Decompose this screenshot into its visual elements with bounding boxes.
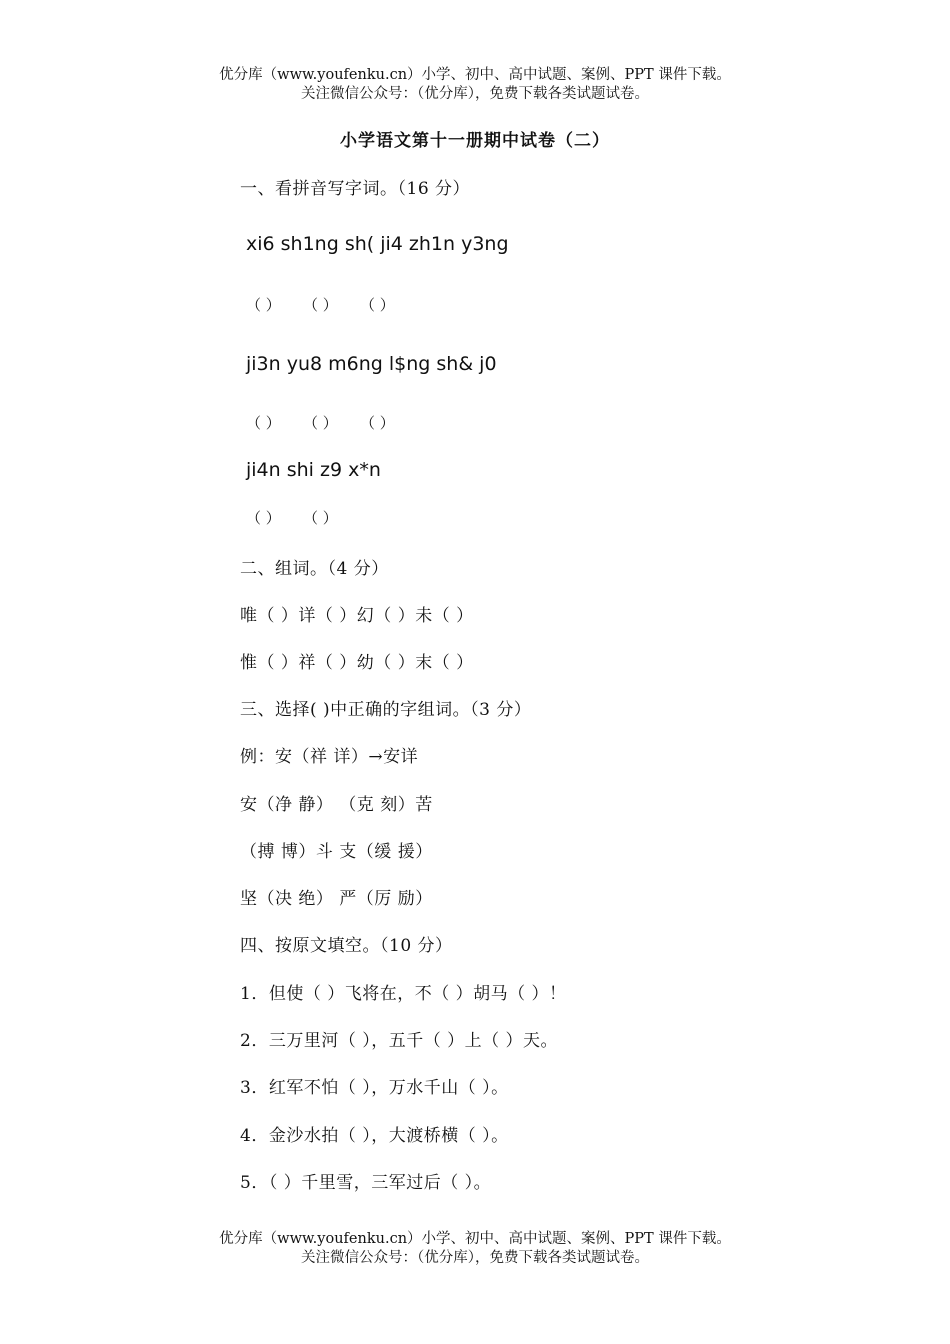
blank: （ ） [246,509,281,527]
section-2-heading: 二、组词。（4 分） [240,559,389,579]
header-line-2: 关注微信公众号：（优分库），免费下载各类试题试卷。 [301,86,649,102]
section-1-heading: 一、看拼音写字词。（16 分） [240,179,471,199]
choice-row-4: 坚（决 绝） 严（厉 励） [240,889,433,909]
blank: （ ） [303,414,338,432]
page-footer [0,1230,950,1268]
footer-line-1: 优分库（www.youfenku.cn）小学、初中、高中试题、案例、PPT 课件下载。 [219,1231,731,1247]
header-line-1: 优分库（www.youfenku.cn）小学、初中、高中试题、案例、PPT 课件下载。 [219,67,731,83]
fill-row-2: 2．三万里河（ ），五千（ ）上（ ）天。 [240,1031,559,1051]
footer-line-2: 关注微信公众号：（优分库），免费下载各类试题试卷。 [301,1250,649,1266]
pinyin-row-2: ji3n yu8 m6ng l$ng sh& j0 [246,353,497,375]
section-3-heading: 三、选择( )中正确的字组词。（3 分） [240,700,532,720]
blank: （ ） [360,296,395,314]
fill-row-5: 5．（ ）千里雪，三军过后（ ）。 [240,1173,492,1193]
choice-row-2: 安（净 静） （克 刻）苦 [240,795,433,815]
pinyin-row-1: xi6 sh1ng sh( ji4 zh1n y3ng [246,233,509,255]
fill-row-3: 3．红军不怕（ ），万水千山（ ）。 [240,1078,509,1098]
blank: （ ） [303,509,338,527]
blank: （ ） [246,296,281,314]
blank-row-2 [246,412,417,433]
choice-row-1: 例：安（祥 详）→安详 [240,747,419,767]
section-4-heading: 四、按原文填空。（10 分） [240,936,453,956]
fill-row-1: 1．但使（ ）飞将在，不（ ）胡马（ ）！ [240,984,567,1004]
blank-row-1 [246,294,417,315]
pinyin-row-3: ji4n shi z9 x*n [246,459,381,481]
page-title: 小学语文第十一册期中试卷（二） [340,131,610,151]
blank: （ ） [303,296,338,314]
blank: （ ） [246,414,281,432]
fill-row-4: 4．金沙水拍（ ），大渡桥横（ ）。 [240,1126,509,1146]
page-header [0,66,950,104]
word-group-row-2: 惟（ ）祥（ ）幼（ ）末（ ） [240,653,474,673]
word-group-row-1: 唯（ ）详（ ）幻（ ）未（ ） [240,606,474,626]
choice-row-3: （搏 博）斗 支（缓 援） [240,842,433,862]
blank: （ ） [360,414,395,432]
blank-row-3 [246,507,360,528]
